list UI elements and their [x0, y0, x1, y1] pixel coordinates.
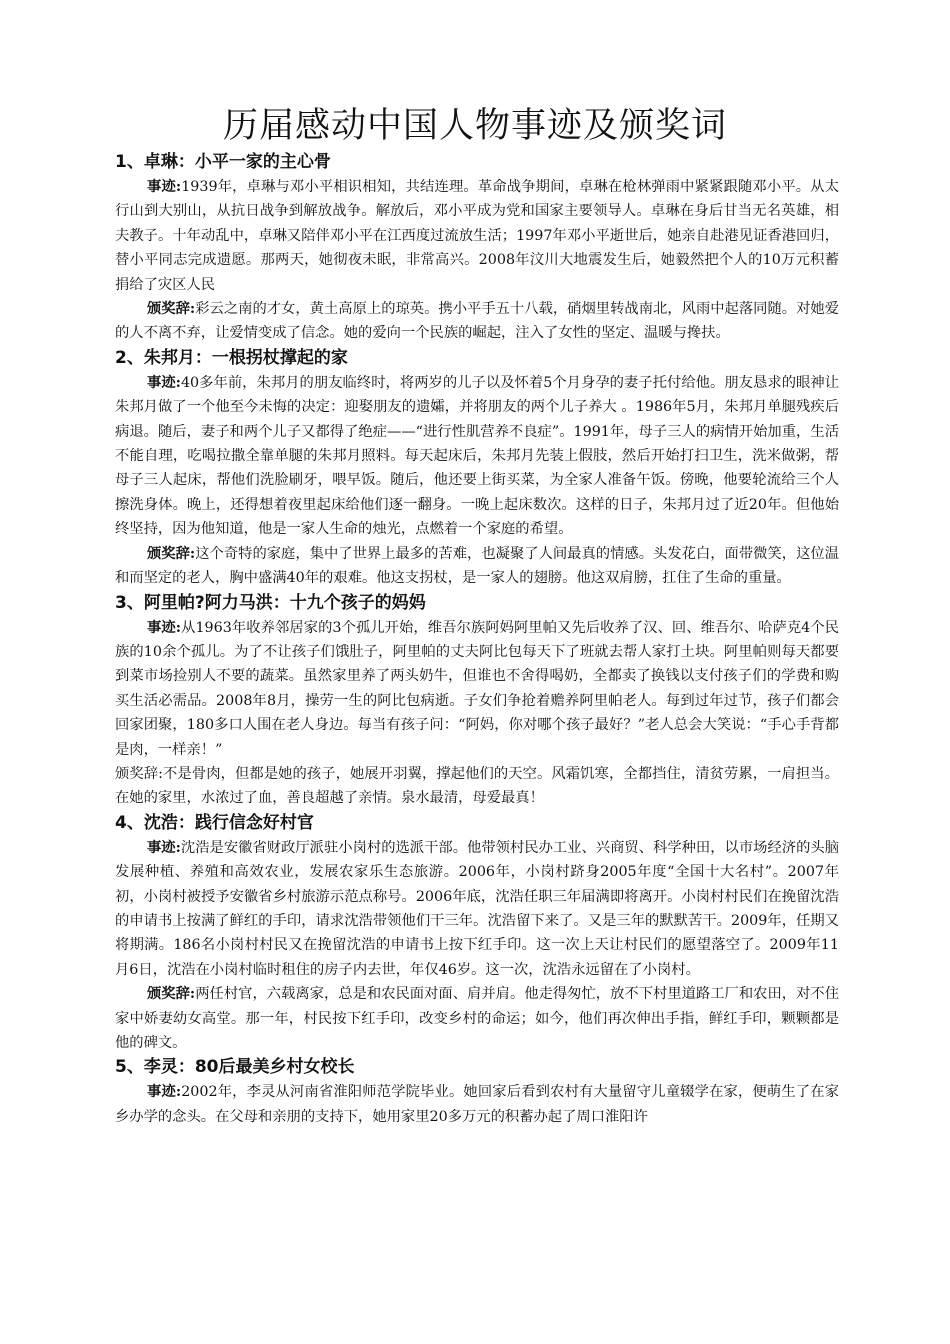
- award-text: 两任村官，六载离家，总是和农民面对面、肩并肩。他走得匆忙，放不下村里道路工厂和农田，对不住家中娇妻幼女高堂。那一年，村民按下红手印，改变乡村的命运；如今，他们再次伸出手指，鲜红手印，颗颗都是他的碑文。: [115, 986, 839, 1051]
- award-paragraph: [115, 762, 839, 811]
- award-paragraph: [115, 297, 839, 346]
- section-heading: 1、卓琳：小平一家的主心骨: [115, 152, 331, 172]
- deed-text: 1939年，卓琳与邓小平相识相知，共结连理。革命战争期间，卓琳在枪林弹雨中紧紧跟随邓小平。从太行山到大别山，从抗日战争到解放战争。解放后，邓小平成为党和国家主要领导人。卓琳在身后甘当无名英雄，相夫教子。十年动乱中，卓琳又陪伴邓小平在江西度过流放生活；1997年邓小平逝世后，她亲自赴港见证香港回归，替小平同志完成遗愿。那两天，她彻夜未眠，非常高兴。2008年汶川大地震发生后，她毅然把个人的10万元积蓄捐给了灾区人民: [115, 179, 839, 293]
- document-body: [115, 150, 839, 1129]
- section-heading: 3、阿里帕?阿力马洪：十九个孩子的妈妈: [115, 592, 426, 613]
- deed-label: 事迹:: [147, 839, 181, 856]
- deed-paragraph: [115, 836, 839, 982]
- section-heading: 5、李灵：80后最美乡村女校长: [115, 1057, 355, 1078]
- award-text: 这个奇特的家庭，集中了世界上最多的苦难，也凝聚了人间最真的情感。头发花白，面带微笑，这位温和而坚定的老人，胸中盛满40年的艰难。他这支拐杖，是一家人的翅膀。他这双肩膀，扛住了生命的重量。: [115, 545, 839, 587]
- award-paragraph: [115, 542, 839, 591]
- section-heading: 4、沈浩：践行信念好村官: [115, 812, 314, 833]
- deed-paragraph: [115, 1080, 839, 1129]
- deed-text: 40多年前，朱邦月的朋友临终时，将两岁的儿子以及怀着5个月身孕的妻子托付给他。朋友恳求的眼神让朱邦月做了一个他至今未悔的决定：迎娶朋友的遗孀，并将朋友的两个儿子养大 。1986年5月，朱邦月单腿残疾后病退。随后，妻子和两个儿子又都得了绝症——“进行性肌营养不良症”。1991年，母子三人的病情开始加重，生活不能自理，吃喝拉撒全靠单腿的朱邦月照料。每天起床后，朱邦月先装上假肢，然后开始打扫卫生，洗米做粥，帮母子三人起床，帮他们洗脸刷牙，喂早饭。随后，他还要上街买菜，为全家人准备午饭。傍晚，他要轮流给三个人擦洗身体。晚上，还得想着夜里起床给他们逐一翻身。一晚上起床数次。这样的日子，朱邦月过了近20年。但他始终坚持，因为他知道，他是一家人生命的烛光，点燃着一个家庭的希望。: [115, 374, 839, 538]
- award-label: 颁奖辞:: [147, 986, 196, 1003]
- deed-text: 2002年，李灵从河南省淮阳师范学院毕业。她回家后看到农村有大量留守儿童辍学在家，便萌生了在家乡办学的念头。在父母和亲朋的支持下，她用家里20多万元的积蓄办起了周口淮阳许: [115, 1084, 839, 1125]
- section-alipa: [115, 591, 839, 811]
- deed-text: 从1963年收养邻居家的3个孤儿开始，维吾尔族阿妈阿里帕又先后收养了汉、回、维吾尔、哈萨克4个民族的10余个孤儿。为了不让孩子们饿肚子，阿里帕的丈夫阿比包每天下了班就去帮人家打土块。阿里帕则每天都要到菜市场捡别人不要的蔬菜。虽然家里养了两头奶牛，但谁也不舍得喝奶，全都卖了换钱以支付孩子们的学费和购买生活必需品。2008年8月，操劳一生的阿比包病逝。子女们争抢着赡养阿里帕老人。每到过年过节，孩子们都会回家团聚，180多口人围在老人身边。每当有孩子问：“阿妈，你对哪个孩子最好？”老人总会大笑说：“手心手背都是肉，一样亲！”: [115, 619, 840, 758]
- award-label: 颁奖辞:: [147, 545, 196, 562]
- section-heading: 2、朱邦月：一根拐杖撑起的家: [115, 347, 348, 368]
- document-title: 历届感动中国人物事迹及颁奖词: [222, 106, 727, 146]
- deed-paragraph: [115, 175, 839, 297]
- section-shen-hao: [115, 811, 839, 1056]
- deed-label: 事迹:: [147, 374, 181, 391]
- award-text: 不是骨肉，但都是她的孩子，她展开羽翼，撑起他们的天空。风霜饥寒，全都挡住，清贫劳累，一肩担当。在她的家里，水浓过了血，善良超越了亲情。泉水最清，母爱最真！: [115, 765, 839, 807]
- award-label: 颁奖辞:: [115, 765, 163, 782]
- section-li-ling: [115, 1055, 839, 1129]
- deed-label: 事迹:: [147, 619, 182, 636]
- deed-text: 沈浩是安徽省财政厅派驻小岗村的选派干部。他带领村民办工业、兴商贸、科学种田，以市场经济的头脑发展种植、养殖和高效农业，发展农家乐生态旅游。2006年，小岗村跻身2005年度“全国十大名村”。2007年初，小岗村被授予安徽省乡村旅游示范点称号。2006年底，沈浩任职三年届满即将离开。小岗村村民们在挽留沈浩的申请书上按满了鲜红的手印，请求沈浩带领他们干三年。沈浩留下来了。又是三年的默默苦干。2009年，任期又将期满。186名小岗村村民又在挽留沈浩的申请书上按下红手印。这一次上天让村民们的愿望落空了。2009年11月6日，沈浩在小岗村临时租住的房子内去世，年仅46岁。这一次，沈浩永远留在了小岗村。: [115, 839, 839, 978]
- deed-paragraph: [115, 616, 839, 762]
- award-label: 颁奖辞:: [147, 301, 196, 318]
- award-paragraph: [115, 982, 839, 1055]
- deed-paragraph: [115, 371, 839, 542]
- section-zhu-bangyue: [115, 346, 839, 591]
- section-zhuo-lin: [115, 150, 839, 346]
- deed-label: 事迹:: [147, 1084, 182, 1101]
- award-text: 彩云之南的才女，黄土高原上的琼英。携小平手五十八载，硝烟里转战南北，风雨中起落同随。对她爱的人不离不弃，让爱情变成了信念。她的爱向一个民族的崛起，注入了女性的坚定、温暖与搀扶。: [115, 301, 839, 342]
- deed-label: 事迹:: [147, 179, 182, 195]
